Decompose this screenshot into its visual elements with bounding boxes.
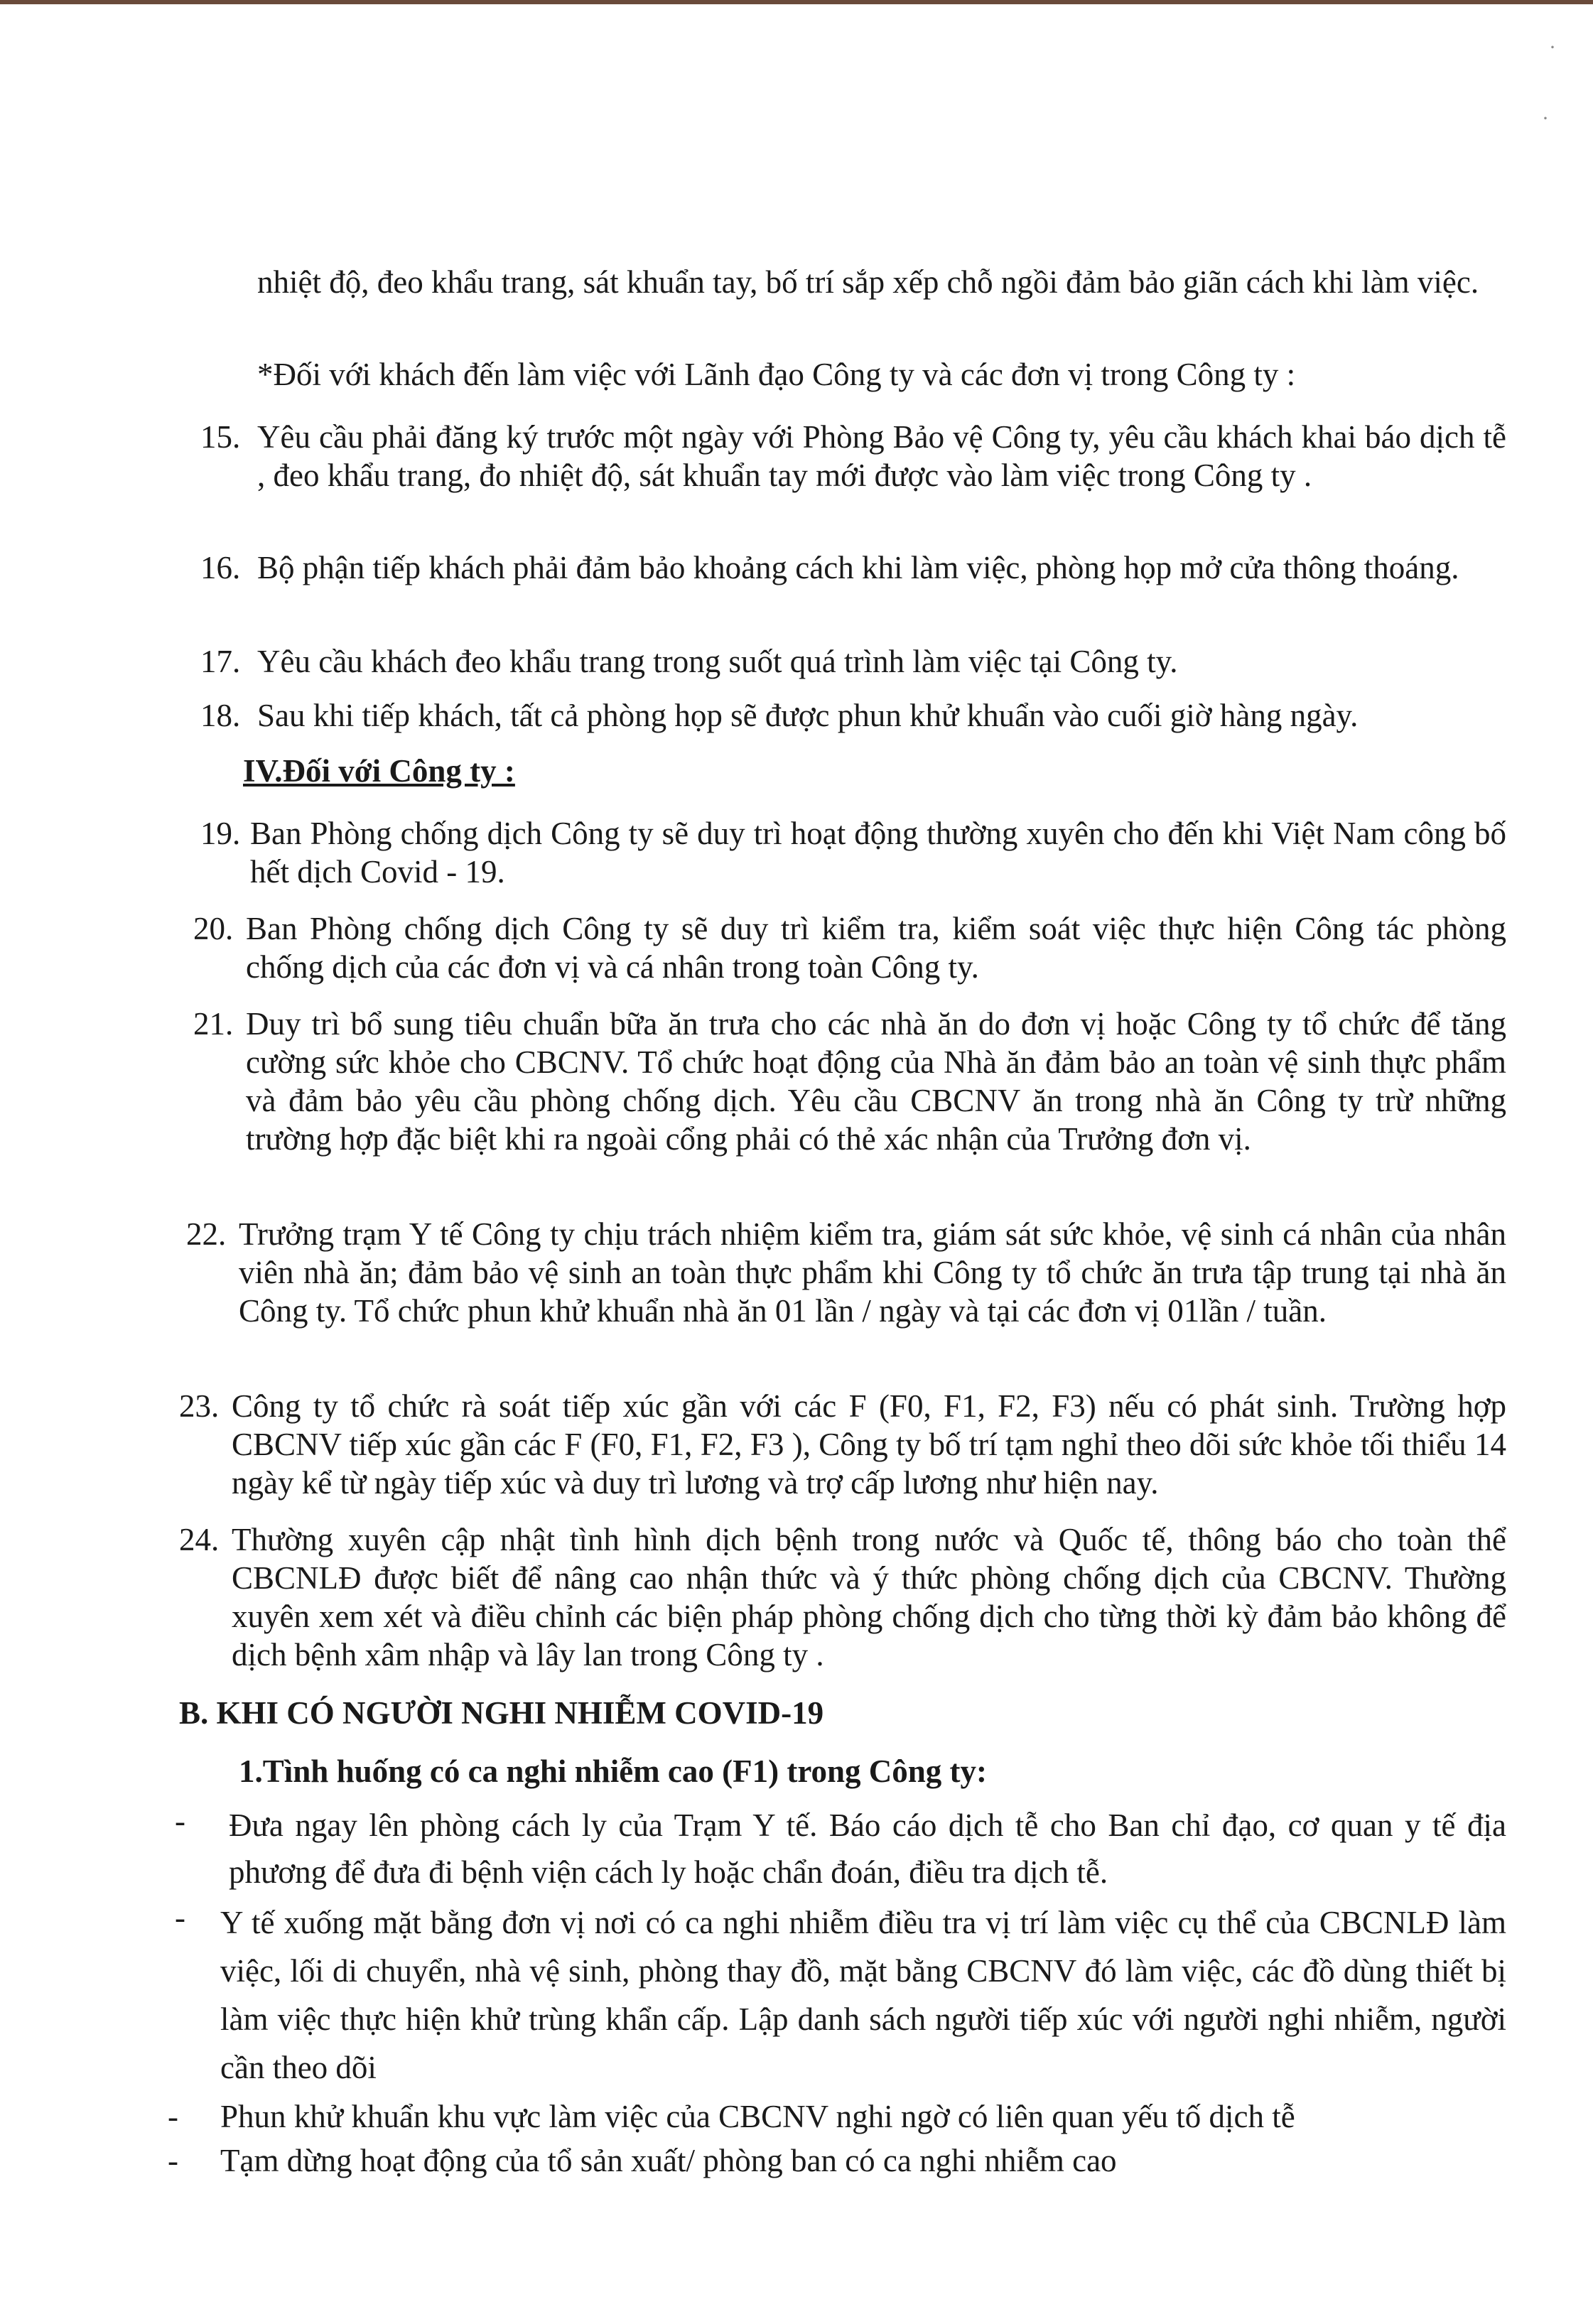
list-item-21 xyxy=(193,1005,1506,1196)
list-item-24 xyxy=(179,1520,1506,1674)
bullet-text: Tạm dừng hoạt động của tổ sản xuất/ phòng ban có ca nghi nhiễm cao xyxy=(220,2143,1117,2178)
item-number: 20. xyxy=(193,911,234,946)
bullet-dash: - xyxy=(175,1803,185,1839)
item-text: Yêu cầu phải đăng ký trước một ngày với Phòng Bảo vệ Công ty, yêu cầu khách khai báo dịch tễ , đeo khẩu trang, đo nhiệt độ, sát khuẩn tay mới được vào làm việc trong Công ty . xyxy=(257,419,1506,493)
bullet-item xyxy=(168,2141,1506,2184)
item-number: 21. xyxy=(193,1006,234,1042)
scan-speck: · xyxy=(1542,107,1549,130)
item-number: 17. xyxy=(200,644,241,679)
item-text: Trưởng trạm Y tế Công ty chịu trách nhiệm kiểm tra, giám sát sức khỏe, vệ sinh cá nhân của nhân viên nhà ăn; đảm bảo vệ sinh an toàn thực phẩm khi Công ty tổ chức ăn trưa tập trung tại nhà ăn Công ty. Tổ chức phun khử khuẩn nhà ăn 01 lần / ngày và tại các đơn vị 01lần / tuần. xyxy=(239,1216,1506,1329)
item-text: Công ty tổ chức rà soát tiếp xúc gần với các F (F0, F1, F2, F3) nếu có phát sinh. Trường hợp CBCNV tiếp xúc gần các F (F0, F1, F2, F3 ), Công ty bố trí tạm nghỉ theo dõi sức khỏe tối thiểu 14 ngày kể từ ngày tiếp xúc và duy trì lương và trợ cấp lương như hiện nay. xyxy=(232,1388,1506,1501)
bullet-dash: - xyxy=(175,1900,185,1935)
item-text: Ban Phòng chống dịch Công ty sẽ duy trì hoạt động thường xuyên cho đến khi Việt Nam công bố hết dịch Covid - 19. xyxy=(250,816,1506,890)
list-item-15 xyxy=(200,418,1506,533)
list-item-17 xyxy=(200,642,1506,681)
bullet-text: Đưa ngay lên phòng cách ly của Trạm Y tế. Báo cáo dịch tễ cho Ban chỉ đạo, cơ quan y tế địa phương để đưa đi bệnh viện cách ly hoặc chẩn đoán, điều tra dịch tễ. xyxy=(229,1807,1506,1890)
item-number: 22. xyxy=(186,1216,227,1252)
bullet-item xyxy=(175,1898,1506,2097)
guest-note: *Đối với khách đến làm việc với Lãnh đạo Công ty và các đơn vị trong Công ty : xyxy=(257,357,1296,392)
item-text: Ban Phòng chống dịch Công ty sẽ duy trì kiểm tra, kiểm soát việc thực hiện Công tác phòng chống dịch của các đơn vị và cá nhân trong toàn Công ty. xyxy=(246,911,1506,985)
item-text: Sau khi tiếp khách, tất cả phòng họp sẽ được phun khử khuẩn vào cuối giờ hàng ngày. xyxy=(257,698,1359,733)
section-iv-heading: IV.Đối với Công ty : xyxy=(243,753,515,789)
bullet-dash: - xyxy=(168,2099,178,2134)
list-item-16 xyxy=(200,548,1506,625)
item-number: 15. xyxy=(200,419,241,455)
bullet-item xyxy=(175,1802,1506,1901)
item-number: 16. xyxy=(200,550,241,585)
item-text: Duy trì bổ sung tiêu chuẩn bữa ăn trưa cho các nhà ăn do đơn vị hoặc Công ty tổ chức để tăng cường sức khỏe cho CBCNV. Tổ chức hoạt động của Nhà ăn đảm bảo an toàn vệ sinh thực phẩm và đảm bảo yêu cầu phòng chống dịch. Yêu cầu CBCNV ăn trong nhà ăn Công ty trừ những trường hợp đặc biệt khi ra ngoài cổng phải có thẻ xác nhận của Trưởng đơn vị. xyxy=(246,1006,1506,1157)
scan-speck: · xyxy=(1549,36,1556,59)
list-item-19 xyxy=(200,814,1506,891)
bullet-text: Phun khử khuẩn khu vực làm việc của CBCNV nghi ngờ có liên quan yếu tố dịch tễ xyxy=(220,2099,1295,2134)
bullet-item xyxy=(168,2097,1506,2140)
list-item-23 xyxy=(179,1387,1506,1502)
bullet-dash: - xyxy=(168,2143,178,2178)
item-text: Yêu cầu khách đeo khẩu trang trong suốt quá trình làm việc tại Công ty. xyxy=(257,644,1178,679)
list-item-20 xyxy=(193,909,1506,986)
item-text: Bộ phận tiếp khách phải đảm bảo khoảng cách khi làm việc, phòng họp mở cửa thông thoáng. xyxy=(257,550,1459,585)
item-number: 23. xyxy=(179,1388,220,1424)
subsection-1-heading: 1.Tình huống có ca nghi nhiễm cao (F1) trong Công ty: xyxy=(239,1753,988,1789)
continuation-paragraph: nhiệt độ, đeo khẩu trang, sát khuẩn tay, bố trí sắp xếp chỗ ngồi đảm bảo giãn cách khi làm việc. xyxy=(257,264,1479,300)
item-number: 19. xyxy=(200,816,241,851)
section-b-heading: B. KHI CÓ NGƯỜI NGHI NHIỄM COVID-19 xyxy=(179,1695,824,1731)
bullet-text: Y tế xuống mặt bằng đơn vị nơi có ca nghi nhiễm điều tra vị trí làm việc cụ thể của CBCNLĐ làm việc, lối di chuyển, nhà vệ sinh, phòng thay đồ, mặt bằng CBCNV đó làm việc, các đồ dùng thiết bị làm việc thực hiện khử trùng khẩn cấp. Lập danh sách người tiếp xúc với người nghi nhiễm, người cần theo dõi xyxy=(220,1905,1506,2085)
item-number: 24. xyxy=(179,1522,220,1557)
item-text: Thường xuyên cập nhật tình hình dịch bệnh trong nước và Quốc tế, thông báo cho toàn thể CBCNLĐ được biết để nâng cao nhận thức và ý thức phòng chống dịch của CBCNV. Thường xuyên xem xét và điều chỉnh các biện pháp phòng chống dịch cho từng thời kỳ đảm bảo không để dịch bệnh xâm nhập và lây lan trong Công ty . xyxy=(232,1522,1506,1672)
item-number: 18. xyxy=(200,698,241,733)
list-item-18 xyxy=(200,696,1506,735)
list-item-22 xyxy=(186,1215,1506,1368)
